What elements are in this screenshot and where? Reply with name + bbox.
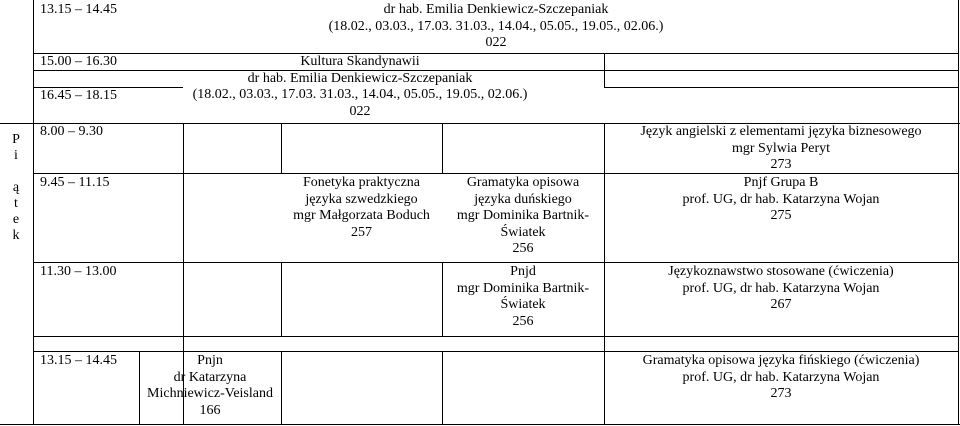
lecturer-line2: Michniewicz-Veisland	[147, 386, 273, 401]
room: 166	[199, 402, 221, 418]
class-entry	[281, 175, 442, 241]
class-entry	[604, 353, 958, 403]
course-title: Pnjn	[197, 353, 223, 368]
lecturer: mgr Dominika Bartnik-	[456, 280, 590, 296]
time-slot: 15.00 – 16.30	[40, 54, 117, 69]
course-title-line2: języka duńskiego	[474, 191, 572, 207]
course-title: Pnjd	[510, 264, 536, 279]
room: 256	[512, 313, 534, 329]
lecturer: mgr Sylwia Peryt	[732, 140, 830, 156]
class-entry	[604, 175, 958, 225]
dates: (18.02., 03.03., 17.03. 31.03., 14.04., 05.05., 19.05., 02.06.)	[328, 18, 664, 34]
time-slot: 8.00 – 9.30	[40, 124, 103, 139]
lecturer: prof. UG, dr hab. Katarzyna Wojan	[682, 191, 880, 207]
course-title: Pnjf Grupa B	[743, 175, 819, 190]
course-title: Fonetyka praktyczna	[302, 175, 420, 190]
course-title-line2: języka szwedzkiego	[305, 191, 418, 207]
time-slot: 9.45 – 11.15	[40, 175, 110, 190]
lecturer: dr Katarzyna	[173, 369, 247, 385]
room: 257	[351, 224, 372, 240]
time-slot: 13.15 – 14.45	[40, 2, 117, 17]
class-entry	[139, 353, 281, 419]
lecturer: prof. UG, dr hab. Katarzyna Wojan	[682, 280, 880, 296]
room: 275	[770, 208, 792, 223]
time-slot: 16.45 – 18.15	[40, 88, 117, 103]
course-title: Gramatyka opisowa języka fińskiego (ćwiczenia)	[642, 353, 920, 368]
dates: (18.02., 03.03., 17.03. 31.03., 14.04., 05.05., 19.05., 02.06.)	[192, 87, 528, 102]
class-entry	[604, 264, 958, 314]
class-entry	[442, 175, 604, 258]
lecturer: mgr Dominika Bartnik-	[456, 208, 590, 223]
room: 273	[770, 157, 792, 172]
class-entry	[33, 2, 959, 52]
room: 022	[485, 35, 507, 50]
class-entry	[604, 124, 958, 174]
lecturer-line2: Światek	[500, 297, 546, 312]
room: 256	[512, 241, 534, 256]
room: 022	[349, 103, 371, 119]
class-entry	[442, 264, 604, 330]
course-title: Językoznawstwo stosowane (ćwiczenia)	[668, 264, 894, 279]
lecturer: mgr Małgorzata Boduch	[293, 208, 430, 223]
class-entry	[140, 54, 580, 120]
lecturer: prof. UG, dr hab. Katarzyna Wojan	[682, 369, 880, 385]
lecturer: dr hab. Emilia Denkiewicz-Szczepaniak	[247, 70, 473, 86]
time-slot: 11.30 – 13.00	[40, 264, 117, 279]
room: 273	[770, 386, 792, 401]
lecturer: dr hab. Emilia Denkiewicz-Szczepaniak	[383, 2, 609, 17]
course-title: Gramatyka opisowa	[466, 175, 580, 190]
course-title: Język angielski z elementami języka biznesowego	[640, 124, 922, 139]
room: 267	[770, 297, 792, 312]
course-title: Kultura Skandynawii	[300, 54, 420, 69]
time-slot: 13.15 – 14.45	[40, 353, 117, 368]
lecturer-line2: Światek	[500, 224, 546, 240]
